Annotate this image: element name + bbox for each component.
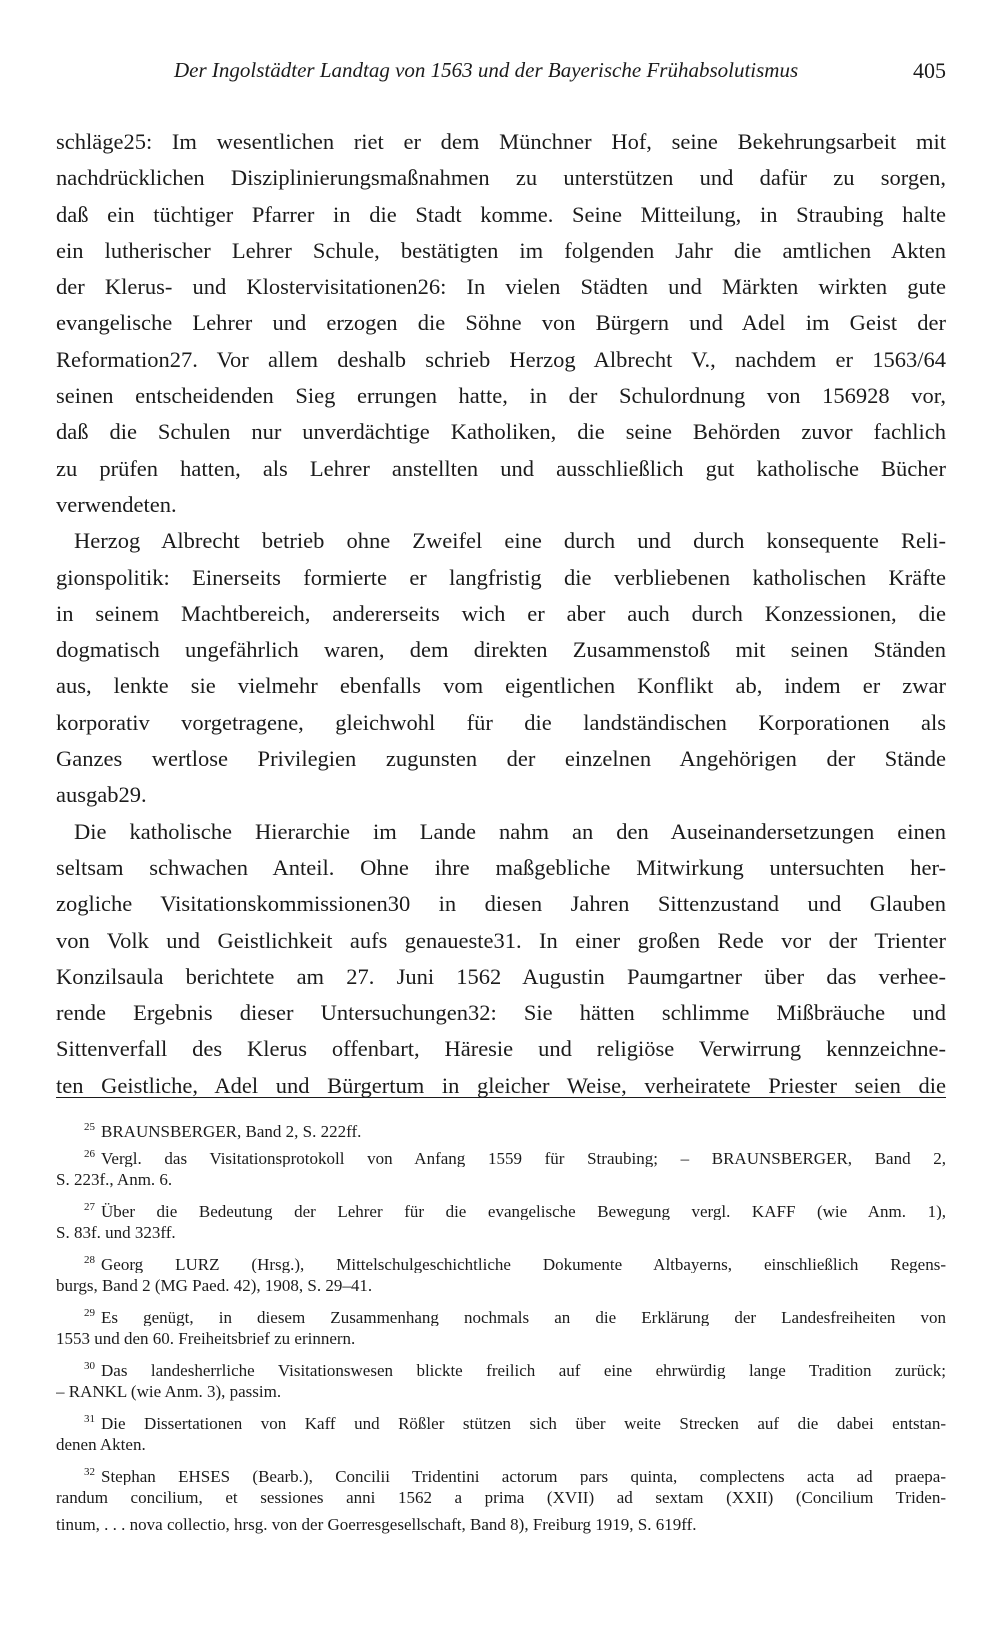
footnote-line: 1553 und den 60. Freiheitsbrief zu erinnern. (56, 1329, 356, 1348)
text-line: in seinem Machtbereich, andererseits wich er aber auch durch Konzessionen, die (56, 600, 946, 626)
text-line: evangelische Lehrer und erzogen die Söhne von Bürgern und Adel im Geist der (56, 310, 946, 336)
paragraph-2 (56, 523, 946, 813)
footnote-28 (56, 1247, 946, 1300)
text-line: dogmatisch ungefährlich waren, dem direkten Zusammenstoß mit seinen Ständen (56, 637, 946, 663)
text-line: Sittenverfall des Klerus offenbart, Häresie und religiöse Verwirrung kennzeichne- (56, 1036, 946, 1062)
footnote-number: 30 (84, 1359, 95, 1372)
footnote-line: S. 83f. und 323ff. (56, 1223, 176, 1242)
footnote-text: Georg LURZ (Hrsg.), Mittelschulgeschichtliche Dokumente Altbayerns, einschließlich Regens- (101, 1254, 946, 1273)
footnote-30 (56, 1353, 946, 1406)
text-line: gionspolitik: Einerseits formierte er langfristig die verbliebenen katholischen Kräfte (56, 564, 946, 590)
footnotes (56, 1114, 946, 1538)
text-line: zogliche Visitationskommissionen30 in diesen Jahren Sittenzustand und Glauben (56, 891, 946, 917)
footnote-line: – RANKL (wie Anm. 3), passim. (56, 1382, 282, 1401)
running-title: Der Ingolstädter Landtag von 1563 und der Bayerische Frühabsolutismus (174, 58, 799, 82)
footnote-line: tinum, . . . nova collectio, hrsg. von der Goerresgesellschaft, Band 8), Freiburg 1919, S. 619ff. (56, 1514, 697, 1534)
footnote-line: randum concilium, et sessiones anni 1562 a prima (XVII) ad sextam (XXII) (Concilium Triden- (56, 1488, 946, 1507)
text-line: rende Ergebnis dieser Untersuchungen32: Sie hätten schlimme Mißbräuche und (56, 1000, 946, 1026)
text-line: Ganzes wertlose Privilegien zugunsten der einzelnen Angehörigen der Stände (56, 746, 946, 772)
text-line: ein lutherischer Lehrer Schule, bestätigten im folgenden Jahr die amtlichen Akten (56, 237, 946, 263)
footnote-number: 32 (84, 1465, 95, 1478)
footnote-number: 28 (84, 1253, 95, 1266)
footnote-line (56, 1114, 946, 1141)
text-line: verwendeten. (56, 491, 177, 517)
body-text (56, 124, 946, 1104)
footnote-rule (56, 1097, 946, 1098)
page-number: 405 (913, 58, 946, 83)
footnote-line (56, 1194, 946, 1221)
text-line: seltsam schwachen Anteil. Ohne ihre maßgebliche Mitwirkung untersuchten her- (56, 854, 946, 880)
footnote-line (56, 1247, 946, 1274)
footnote-number: 27 (84, 1200, 95, 1213)
paragraph-3 (56, 814, 946, 1104)
footnote-text: Über die Bedeutung der Lehrer für die evangelische Bewegung vergl. KAFF (wie Anm. 1), (101, 1201, 946, 1220)
text-line: aus, lenkte sie vielmehr ebenfalls vom eigentlichen Konflikt ab, indem er zwar (56, 673, 946, 699)
text-line: der Klerus- und Klostervisitationen26: In vielen Städten und Märkten wirkten gute (56, 274, 946, 300)
text-line: Konzilsaula berichtete am 27. Juni 1562 Augustin Paumgartner über das verhee- (56, 963, 946, 989)
footnote-text: Vergl. das Visitationsprotokoll von Anfang 1559 für Straubing; – BRAUNSBERGER, Band 2, (101, 1148, 946, 1167)
footnote-26 (56, 1141, 946, 1194)
footnote-number: 25 (84, 1121, 95, 1133)
footnote-29 (56, 1300, 946, 1353)
paragraph-1 (56, 124, 946, 523)
footnote-line: denen Akten. (56, 1435, 146, 1454)
text-line: schläge25: Im wesentlichen riet er dem Münchner Hof, seine Bekehrungsarbeit mit (56, 129, 946, 154)
text-line: daß die Schulen nur unverdächtige Katholiken, die seine Behörden zuvor fachlich (56, 419, 946, 445)
footnote-line: burgs, Band 2 (MG Paed. 42), 1908, S. 29–41. (56, 1276, 373, 1295)
footnote-text: BRAUNSBERGER, Band 2, S. 222ff. (101, 1122, 362, 1141)
text-line: Herzog Albrecht betrieb ohne Zweifel eine durch und durch konsequente Reli- (74, 528, 946, 554)
footnote-line (56, 1141, 946, 1168)
text-line: zu prüfen hatten, als Lehrer anstellten und ausschließlich gut katholische Bücher (56, 455, 946, 481)
footnote-32 (56, 1459, 946, 1539)
text-line: ten Geistliche, Adel und Bürgertum in gleicher Weise, verheiratete Priester seien die (56, 1072, 946, 1098)
footnote-number: 29 (84, 1306, 95, 1319)
footnote-text: Stephan EHSES (Bearb.), Concilii Tridentini actorum pars quinta, complectens acta ad praepa- (101, 1466, 946, 1485)
footnote-line (56, 1459, 946, 1486)
footnote-line (56, 1300, 946, 1327)
footnote-text: Die Dissertationen von Kaff und Rößler stützen sich über weite Strecken auf die dabei entstan- (101, 1413, 946, 1432)
footnote-text: Es genügt, in diesem Zusammenhang nochmals an die Erklärung der Landesfreiheiten von (101, 1307, 946, 1326)
footnote-27 (56, 1194, 946, 1247)
text-line: daß ein tüchtiger Pfarrer in die Stadt komme. Seine Mitteilung, in Straubing halte (56, 201, 946, 227)
text-line: Reformation27. Vor allem deshalb schrieb Herzog Albrecht V., nachdem er 1563/64 (56, 346, 946, 372)
text-line: von Volk und Geistlichkeit aufs genaueste31. In einer großen Rede vor der Trienter (56, 927, 946, 953)
footnote-number: 26 (84, 1147, 95, 1160)
text-line: seinen entscheidenden Sieg errungen hatte, in der Schulordnung von 156928 vor, (56, 383, 946, 409)
text-line: korporativ vorgetragene, gleichwohl für die landständischen Korporationen als (56, 709, 946, 735)
text-line: nachdrücklichen Disziplinierungsmaßnahmen zu unterstützen und dafür zu sorgen, (56, 165, 946, 191)
footnote-31 (56, 1406, 946, 1459)
text-line: ausgab29. (56, 782, 147, 808)
footnote-line: S. 223f., Anm. 6. (56, 1170, 173, 1189)
text-line: Die katholische Hierarchie im Lande nahm an den Auseinandersetzungen einen (74, 818, 946, 844)
footnote-line (56, 1406, 946, 1433)
footnote-text: Das landesherrliche Visitationswesen blickte freilich auf eine ehrwürdig lange Tradition zurück; (101, 1360, 946, 1379)
footnote-25 (56, 1114, 946, 1141)
footnote-line (56, 1353, 946, 1380)
running-header (56, 58, 946, 92)
footnote-number: 31 (84, 1412, 95, 1425)
